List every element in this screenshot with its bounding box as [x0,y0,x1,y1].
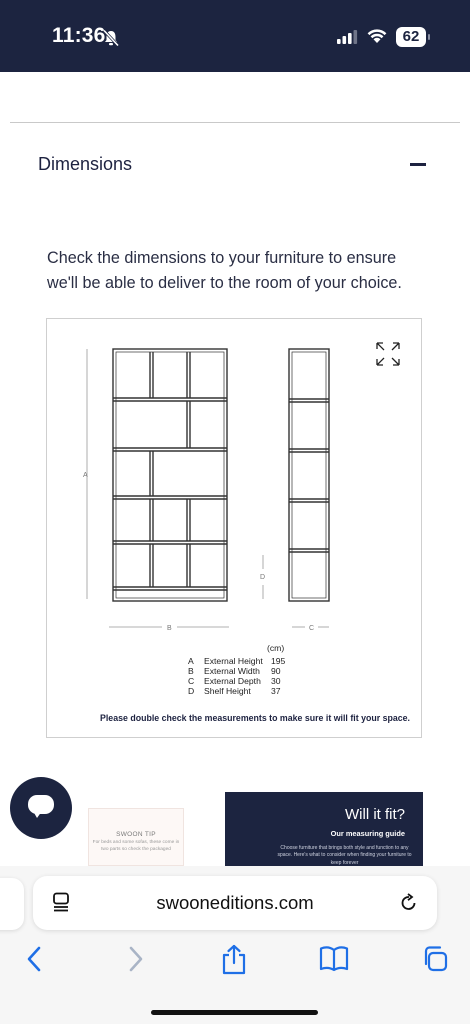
url-text[interactable]: swooneditions.com [156,892,314,913]
home-indicator [151,1010,318,1015]
section-divider [10,122,460,123]
bookmarks-icon[interactable] [318,944,350,974]
chat-button[interactable] [10,777,72,839]
dimension-label-d: D [260,574,266,581]
tip-body: For beds and some sofas, these come in two parts so check the packaged [92,840,180,852]
wifi-icon [366,28,388,44]
dimension-label-c: C [309,625,315,632]
will-it-fit-card[interactable] [225,792,423,866]
intro-text: Check the dimensions to your furniture to ensure we'll be able to deliver to the room of your choice. [47,249,402,292]
reload-icon[interactable] [399,893,419,913]
dimension-row: D Shelf Height 37 [188,686,281,696]
dimension-row: B External Width 90 [188,666,281,676]
chat-bubble-tail [33,811,42,818]
section-title[interactable]: Dimensions [38,154,133,174]
expand-arrows-icon [377,343,399,365]
forward-arrow-icon[interactable] [124,944,146,974]
dimension-row: C External Depth 30 [188,676,281,686]
dimension-row: A External Height 195 [188,656,286,666]
status-time: 11:36 [52,24,106,47]
minus-icon[interactable] [410,163,426,166]
bell-muted-icon [102,29,120,47]
dimensions-table [188,656,285,696]
back-arrow-icon[interactable] [24,944,46,974]
battery-tip [428,34,430,40]
bookcase-side-view [289,349,329,601]
bookcase-front-view [113,349,227,601]
dimension-label-b: B [167,625,172,632]
share-icon[interactable] [220,944,248,976]
address-bar[interactable] [33,876,437,930]
fit-body: Choose furniture that brings both style and function to any space. Here's what to consider when finding your furniture to keep forever [277,845,412,866]
cellular-signal-icon [337,30,359,44]
tabs-icon[interactable] [421,944,449,974]
dimension-label-a: A [83,472,88,479]
status-bar [0,0,470,72]
fit-heading: Will it fit? [345,806,405,823]
unit-label: (cm) [267,643,285,653]
swoon-tip-card[interactable] [88,808,184,866]
battery-indicator: 62 [396,27,426,47]
previous-tab-preview[interactable] [0,878,24,930]
measurement-note: Please double check the measurements to make sure it will fit your space. [100,713,410,723]
fit-subheading: Our measuring guide [330,829,405,838]
tip-title: SWOON TIP [116,831,156,838]
